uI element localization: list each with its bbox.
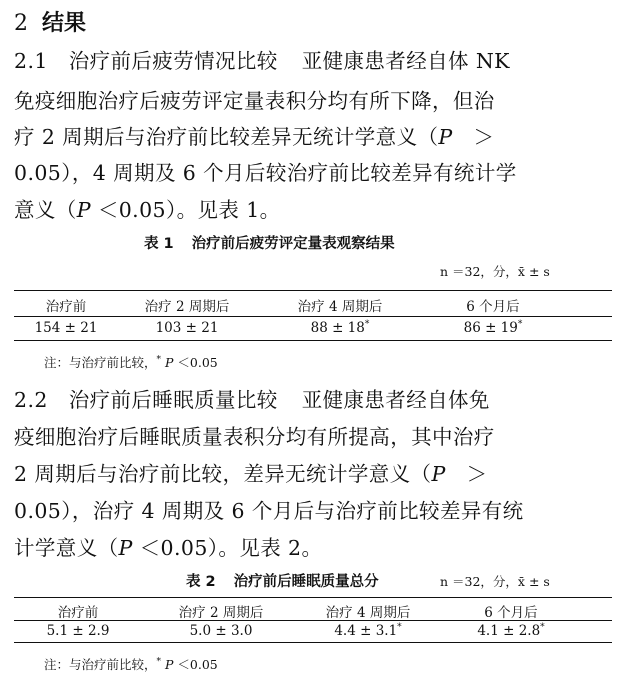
table2-cell: 5.1 ± 2.9 (46, 623, 110, 639)
s21-heading: 2.1 治疗前后疲劳情况比较 (14, 49, 278, 73)
table2-cell: 5.0 ± 3.0 (189, 623, 253, 639)
table1-cell: 154 ± 21 (34, 320, 98, 336)
table1-header: 治疗 2 周期后 (144, 299, 230, 315)
s22-line-5: 计学意义（P ＜0.05）。见表 2。 (14, 536, 323, 560)
p-symbol: P (438, 125, 453, 149)
table2-mid-rule (14, 620, 612, 621)
table1-cell: 103 ± 21 (155, 320, 219, 336)
section-title: 结果 (42, 11, 87, 36)
table1-title: 治疗前后疲劳评定量表观察结果 (191, 236, 395, 252)
table1-bottom-rule (14, 340, 612, 341)
table2-title: 治疗前后睡眠质量总分 (233, 574, 379, 590)
table2-header: 6 个月后 (484, 605, 538, 621)
s21-line-5: 意义（P ＜0.05）。见表 1。 (14, 198, 281, 222)
table1-header: 治疗前 (45, 299, 87, 315)
table1-header: 治疗 4 周期后 (297, 299, 383, 315)
s22-line-4: 0.05），治疗 4 周期及 6 个月后与治疗前比较差异有统 (14, 499, 524, 523)
s21-line-4: 0.05），4 周期及 6 个月后较治疗前比较差异有统计学 (14, 161, 517, 185)
table2-header: 治疗 4 周期后 (325, 605, 411, 621)
s22-line-2: 疫细胞治疗后睡眠质量表积分均有所提高，其中治疗 (14, 425, 495, 449)
s22-line-3: 2 周期后与治疗前比较，差异无统计学意义（P ＞ (14, 462, 488, 486)
table1-cell: 86 ± 19* (463, 319, 523, 336)
p-symbol: P (118, 536, 133, 560)
table1-note: 注：与治疗前比较，* P ＜0.05 (44, 354, 218, 370)
s22-heading: 2.2 治疗前后睡眠质量比较 (14, 388, 278, 412)
table2-cell: 4.4 ± 3.1* (334, 622, 402, 639)
table2-top-rule (14, 597, 612, 598)
s21-line-3: 疗 2 周期后与治疗前比较差异无统计学意义（P ＞ (14, 125, 495, 149)
table2-note: 注：与治疗前比较，* P ＜0.05 (44, 656, 218, 672)
table2-caption (186, 570, 379, 591)
table1-cell: 88 ± 18* (310, 319, 370, 336)
table1-label: 表 1 (144, 236, 174, 252)
table2-bottom-rule (14, 642, 612, 643)
table1-units: n ＝32，分，x̄ ± s (440, 264, 550, 279)
section-heading (14, 6, 86, 37)
table2-cell: 4.1 ± 2.8* (477, 622, 545, 639)
table1-caption (144, 232, 395, 253)
table2-units: n ＝32，分，x̄ ± s (440, 574, 550, 589)
p-symbol: P (76, 198, 91, 222)
table2-label: 表 2 (186, 574, 216, 590)
table1-top-rule (14, 290, 612, 291)
table1-mid-rule (14, 316, 612, 317)
section-number: 2 (14, 11, 28, 36)
table1-header: 6 个月后 (466, 299, 520, 315)
table2-header: 治疗 2 周期后 (178, 605, 264, 621)
s21-line-1: 2.1 治疗前后疲劳情况比较 亚健康患者经自体 NK (14, 49, 510, 73)
s22-line-1: 2.2 治疗前后睡眠质量比较 亚健康患者经自体免 (14, 388, 490, 412)
p-symbol: P (431, 462, 446, 486)
table2-header: 治疗前 (57, 605, 99, 621)
s21-line-2: 免疫细胞治疗后疲劳评定量表积分均有所下降，但治 (14, 89, 495, 113)
